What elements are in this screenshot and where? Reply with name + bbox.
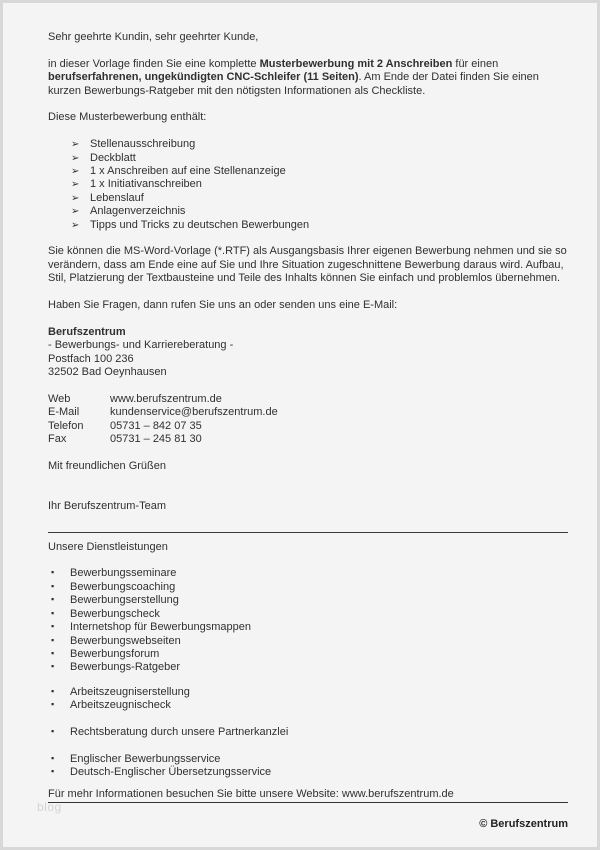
square-bullet-icon: ▪ [51,685,55,696]
square-bullet-icon: ▪ [51,634,55,645]
service-item [48,648,568,661]
contact-row-email [48,406,568,419]
contents-list-item [48,152,568,165]
services-list-group-1 [48,567,568,674]
service-item [48,594,568,607]
arrow-bullet-icon: ➢ [71,139,80,151]
copyright-notice: © Berufszentrum [479,817,568,830]
document-content [48,3,568,831]
contact-block [48,393,568,447]
services-list-group-3 [48,726,568,739]
contact-label-fax: Fax [48,433,67,446]
team-signature-line: Ihr Berufszentrum-Team [48,500,166,513]
service-item-label: Arbeitszeugnischeck [70,699,171,712]
service-item-label: Deutsch-Englischer Übersetzungsservice [70,766,272,779]
service-item [48,766,568,779]
contents-item-label: 1 x Anschreiben auf eine Stellenanzeige [90,165,286,178]
contact-value-fax: 05731 – 245 81 30 [110,433,202,446]
service-item-label: Bewerbungsseminare [70,567,177,580]
company-subtitle: - Bewerbungs- und Karriereberatung - [48,339,234,352]
intro-text-1: in dieser Vorlage finden Sie eine komplette [48,57,260,70]
square-bullet-icon: ▪ [51,647,55,658]
contact-value-email: kundenservice@berufszentrum.de [110,406,278,419]
arrow-bullet-icon: ➢ [71,206,80,218]
contact-label-email: E-Mail [48,406,80,419]
arrow-bullet-icon: ➢ [71,219,80,231]
service-item [48,753,568,766]
intro-paragraph [48,58,568,98]
contents-heading: Diese Musterbewerbung enthält: [48,111,207,124]
services-list-group-2 [48,686,568,713]
service-item [48,661,568,674]
square-bullet-icon: ▪ [51,567,55,578]
contact-label-phone: Telefon [48,419,84,432]
arrow-bullet-icon: ➢ [71,152,80,164]
contents-list-item [48,138,568,151]
service-item [48,699,568,712]
contact-row-phone [48,420,568,433]
blog-watermark: blog [37,800,62,814]
service-item [48,726,568,739]
service-item [48,581,568,594]
arrow-bullet-icon: ➢ [71,192,80,204]
contents-list-item [48,178,568,191]
contents-item-label: Stellenausschreibung [90,138,196,151]
service-item [48,567,568,580]
service-item [48,635,568,648]
square-bullet-icon: ▪ [51,580,55,591]
closing-line: Mit freundlichen Grüßen [48,459,166,472]
square-bullet-icon: ▪ [51,725,55,736]
contents-item-label: Anlagenverzeichnis [90,205,186,218]
service-item-label: Bewerbungswebseiten [70,634,181,647]
contact-value-phone: 05731 – 842 07 35 [110,419,202,432]
services-heading: Unsere Dienstleistungen [48,540,168,553]
company-name: Berufszentrum [48,325,126,338]
services-list-group-4 [48,753,568,780]
service-item-label: Bewerbungsforum [70,647,160,660]
service-item-label: Arbeitszeugniserstellung [70,685,190,698]
contents-list-item [48,219,568,232]
salutation-line: Sehr geehrte Kundin, sehr geehrter Kunde, [48,31,259,43]
service-item-label: Bewerbungscoaching [70,580,176,593]
section-divider-line [48,532,568,533]
square-bullet-icon: ▪ [51,607,55,618]
contents-item-label: Lebenslauf [90,191,144,204]
service-item [48,621,568,634]
service-item-label: Bewerbungscheck [70,607,160,620]
service-item-label: Bewerbungserstellung [70,594,179,607]
service-item [48,686,568,699]
service-item-label: Rechtsberatung durch unsere Partnerkanzlei [70,725,289,738]
contents-item-label: Tipps und Tricks zu deutschen Bewerbungen [90,218,310,231]
footer-info-line: Für mehr Informationen besuchen Sie bitte unsere Website: www.berufszentrum.de [48,788,568,803]
contact-value-web: www.berufszentrum.de [110,392,222,405]
intro-bold-product: Musterbewerbung mit 2 Anschreiben [259,57,453,70]
questions-line: Haben Sie Fragen, dann rufen Sie uns an oder senden uns eine E-Mail: [48,299,398,312]
square-bullet-icon: ▪ [51,621,55,632]
contents-item-label: Deckblatt [90,151,136,164]
intro-text-2: für einen [452,57,499,70]
company-address-line1: Postfach 100 236 [48,352,134,365]
arrow-bullet-icon: ➢ [71,179,80,191]
square-bullet-icon: ▪ [51,766,55,777]
service-item-label: Bewerbungs-Ratgeber [70,661,181,674]
contents-list-item [48,192,568,205]
company-address-line2: 32502 Bad Oeynhausen [48,366,167,379]
contents-list-item [48,205,568,218]
contents-list [48,138,568,232]
service-item-label: Englischer Bewerbungsservice [70,752,221,765]
square-bullet-icon: ▪ [51,699,55,710]
usage-paragraph: Sie können die MS-Word-Vorlage (*.RTF) als Ausgangsbasis Ihrer eigenen Bewerbung nehmen und sie so verändern, dass am Ende eine auf Sie und Ihre Situation zugeschnittene Bewerbung daraus wird. Aufbau, Stil, Platzierung der Textbausteine und Teile des Inhalts können Sie einfach und problemlos übernehmen. [48,245,567,285]
intro-text-3: . Am Ende der Datei finden Sie einen kurzen Bewerbungs-Ratgeber mit den nötigsten Informationen als Checkliste. [48,71,539,97]
service-item-label: Internetshop für Bewerbungsmappen [70,621,252,634]
square-bullet-icon: ▪ [51,594,55,605]
contact-label-web: Web [48,392,71,405]
contact-row-web [48,393,568,406]
company-block [48,326,568,380]
intro-bold-profession: berufserfahrenen, ungekündigten CNC-Schleifer (11 Seiten) [48,71,359,84]
contact-row-fax [48,433,568,446]
service-item [48,608,568,621]
contents-item-label: 1 x Initiativanschreiben [90,178,202,191]
contents-list-item [48,165,568,178]
arrow-bullet-icon: ➢ [71,166,80,178]
square-bullet-icon: ▪ [51,752,55,763]
square-bullet-icon: ▪ [51,661,55,672]
